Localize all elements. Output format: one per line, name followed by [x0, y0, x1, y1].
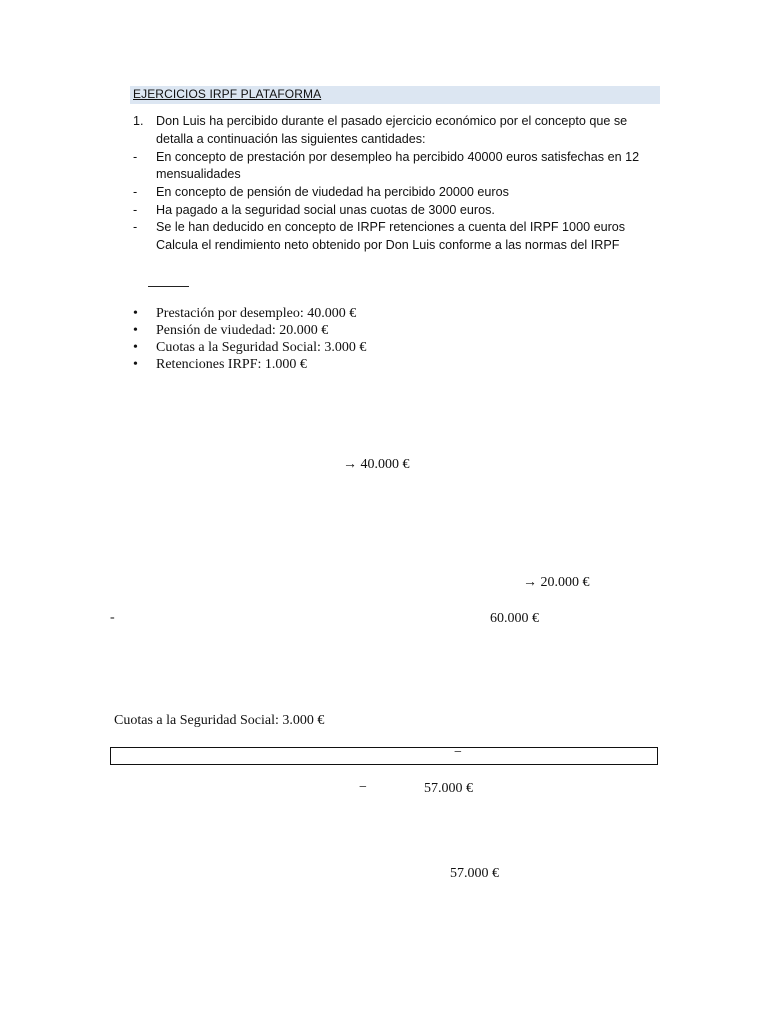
bullet-icon: •: [133, 340, 138, 355]
cuotas-line: Cuotas a la Seguridad Social: 3.000 €: [114, 713, 325, 728]
summary-cuotas: Cuotas a la Seguridad Social: 3.000 €: [156, 340, 367, 355]
document-title: EJERCICIOS IRPF PLATAFORMA: [133, 87, 322, 101]
arrow-value-40000: → 40.000 €: [343, 457, 410, 472]
item-desempleo-line1: En concepto de prestación por desempleo ha percibido 40000 euros satisfechas en 12: [156, 150, 640, 164]
empty-box: [110, 747, 658, 765]
summary-list: [133, 305, 366, 373]
item-marker: -: [133, 185, 138, 199]
question-intro-line2: detalla a continuación las siguientes cantidades:: [156, 132, 426, 146]
summary-viudedad: Pensión de viudedad: 20.000 €: [156, 323, 329, 338]
list-item: [133, 356, 366, 373]
item-viudedad: En concepto de pensión de viudedad ha percibido 20000 euros: [156, 185, 509, 199]
minus-sign: -: [110, 610, 115, 625]
net-value-57000: 57.000 €: [424, 781, 473, 796]
list-item: [133, 322, 366, 339]
bullet-icon: •: [133, 306, 138, 321]
total-value-60000: 60.000 €: [490, 611, 539, 626]
summary-retenciones: Retenciones IRPF: 1.000 €: [156, 357, 307, 372]
minus-sign: −: [359, 780, 367, 795]
bullet-icon: •: [133, 357, 138, 372]
item-seguridad-social: Ha pagado a la seguridad social unas cuotas de 3000 euros.: [156, 203, 495, 217]
item-marker: -: [133, 150, 138, 164]
item-desempleo-line2: mensualidades: [156, 167, 241, 181]
net-value-57000-final: 57.000 €: [450, 866, 499, 881]
question-number: 1.: [133, 114, 144, 128]
item-marker: -: [133, 220, 138, 234]
box-dash: −: [454, 745, 462, 760]
question-intro-line1: Don Luis ha percibido durante el pasado ejercicio económico por el concepto que se: [156, 114, 628, 128]
arrow-value-20000: → 20.000 €: [523, 575, 590, 590]
list-item: [133, 305, 366, 322]
item-retenciones-line2: Calcula el rendimiento neto obtenido por Don Luis conforme a las normas del IRPF: [156, 238, 620, 252]
item-marker: -: [133, 203, 138, 217]
list-item: [133, 339, 366, 356]
summary-desempleo: Prestación por desempleo: 40.000 €: [156, 306, 357, 321]
divider-line: [148, 286, 189, 287]
bullet-icon: •: [133, 323, 138, 338]
item-retenciones-line1: Se le han deducido en concepto de IRPF retenciones a cuenta del IRPF 1000 euros: [156, 220, 626, 234]
